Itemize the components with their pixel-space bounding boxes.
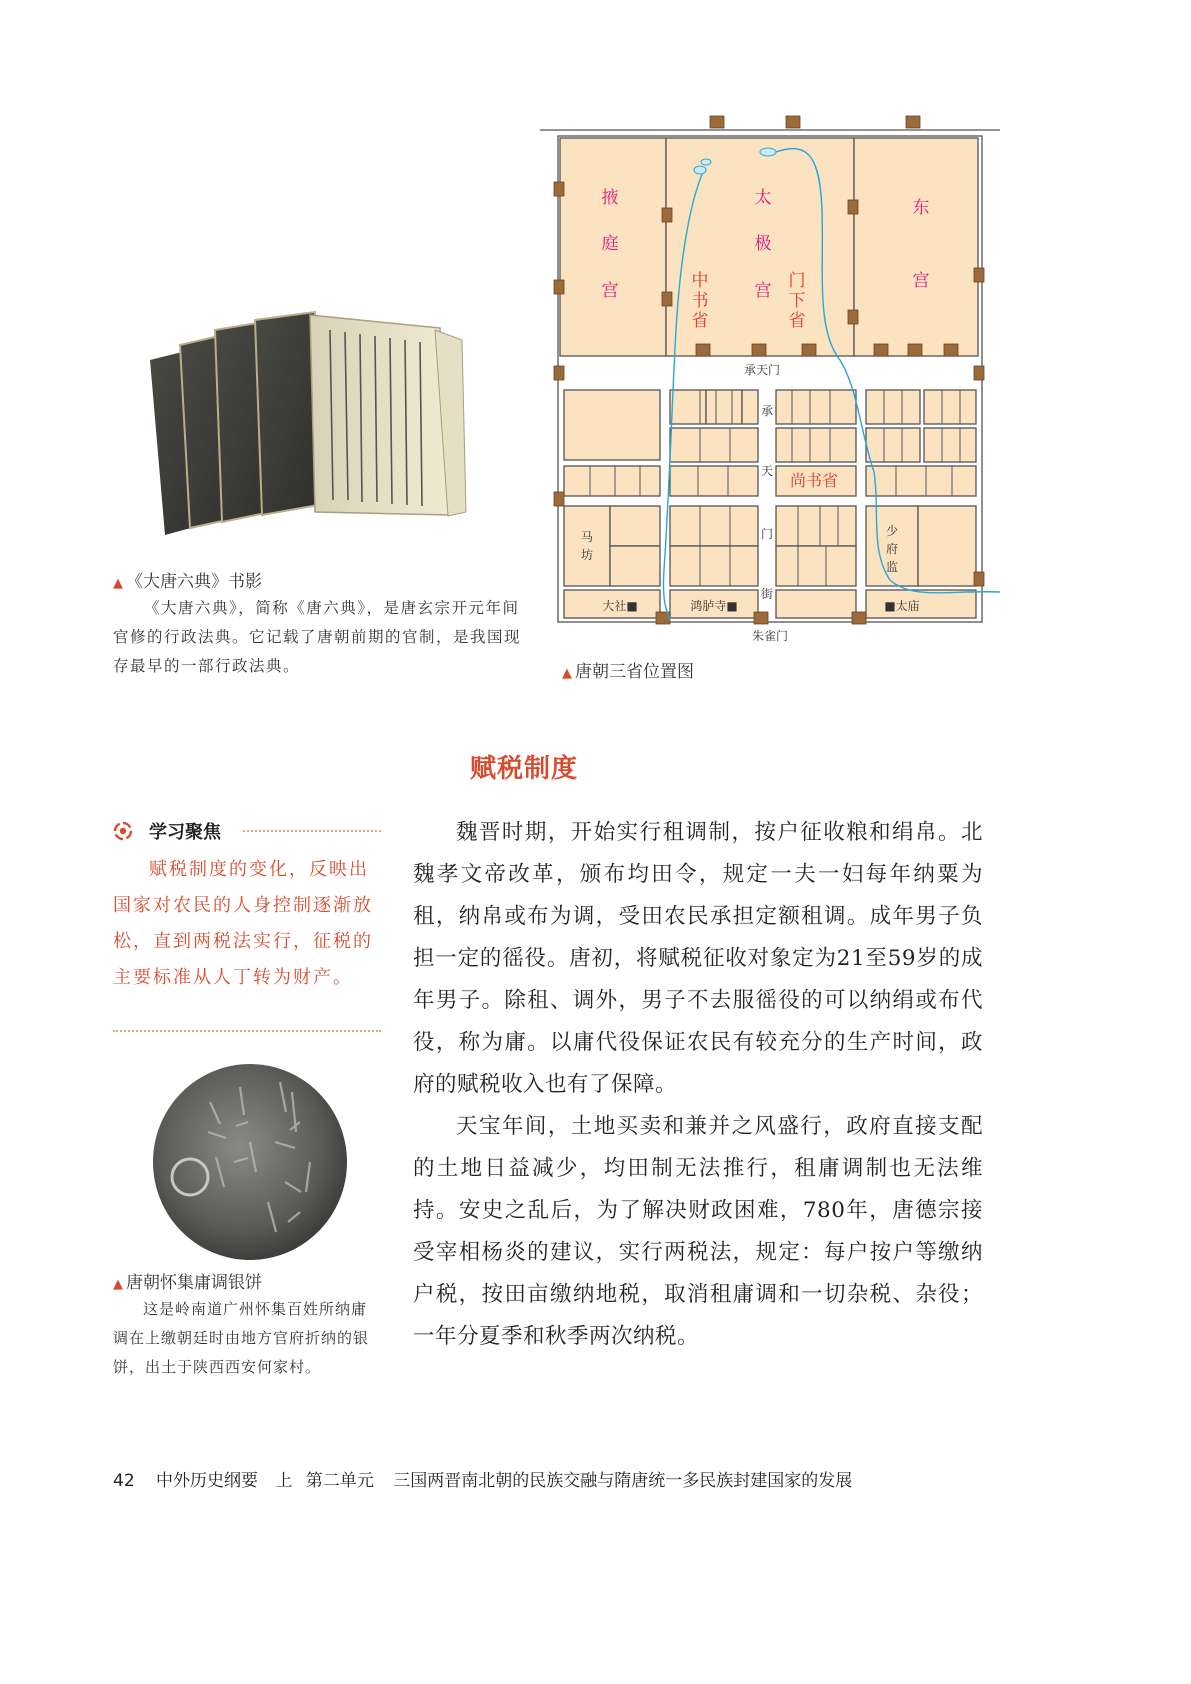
palace-west-char-3: 宫 — [601, 281, 619, 301]
shaofu-char-3: 监 — [885, 560, 899, 574]
honglu-label: 鸿胪寺■ — [690, 599, 738, 613]
unit-title: 三国两晋南北朝的民族交融与隋唐统一多民族封建国家的发展 — [393, 1471, 853, 1491]
map-caption: ▲ 唐朝三省位置图 — [562, 662, 694, 682]
focus-heading: 学习聚焦 — [113, 818, 381, 844]
book-caption-title: ▲ 《大唐六典》书影 — [113, 572, 262, 592]
mafang-char-1: 马 — [580, 530, 594, 544]
cake-caption-body: 这是岭南道广州怀集百姓所纳庸调在上缴朝廷时由地方官府折纳的银饼，出土于陕西西安何家村。 — [113, 1300, 370, 1376]
palace-center-char-2: 极 — [754, 234, 772, 254]
palace-center-char-1: 太 — [754, 188, 772, 208]
unit-label: 第二单元 — [305, 1471, 374, 1491]
zhongshu-char-1: 中 — [691, 271, 709, 291]
mafang-char-2: 坊 — [580, 548, 594, 562]
triangle-icon: ▲ — [562, 666, 572, 681]
paragraph-2: 天宝年间，土地买卖和兼并之风盛行，政府直接支配的土地日益减少，均田制无法推行，租庸调制也无法维持。安史之乱后，为了解决财政困难，780年，唐德宗接受宰相杨炎的建议，实行两税法，规定：每户按户等缴纳户税，按田亩缴纳地税，取消租庸调和一切杂税、杂役；一年分夏季和秋季两次纳税。 — [413, 1114, 983, 1349]
triangle-icon: ▲ — [113, 1277, 123, 1292]
shaofu-char-2: 府 — [885, 542, 899, 556]
palace-center-char-3: 宫 — [754, 281, 772, 301]
three-departments-map — [540, 100, 1000, 660]
street-char-4: 街 — [760, 587, 774, 601]
shangshu-label: 尚书省 — [789, 471, 839, 490]
page-number: 42 — [113, 1471, 135, 1491]
paragraph-1: 魏晋时期，开始实行租调制，按户征收粮和绢帛。北魏孝文帝改革，颁布均田令，规定一夫一妇每年纳粟为租，纳帛或布为调，受田农民承担定额租调。成年男子负担一定的徭役。唐初，将赋税征收对象定为21至59岁的成年男子。除租、调外，男子不去服徭役的可以纳绢或布代役，称为庸。以庸代役保证农民有较充分的生产时间，政府的赋税收入也有了保障。 — [413, 820, 983, 1097]
silver-cake-photo — [150, 1062, 350, 1262]
street-char-2: 天 — [760, 464, 774, 478]
page-footer — [113, 1466, 852, 1491]
street-char-1: 承 — [760, 404, 774, 418]
cake-caption-title: ▲ 唐朝怀集庸调银饼 — [113, 1273, 262, 1293]
book-photo — [150, 300, 470, 550]
palace-east-char-1: 东 — [912, 198, 930, 218]
street-char-3: 门 — [760, 527, 774, 541]
palace-west-char-2: 庭 — [601, 234, 619, 254]
dashe-label: 大社■ — [602, 599, 638, 613]
focus-text: 赋税制度的变化，反映出国家对农民的人身控制逐渐放松，直到两税法实行，征税的主要标准从人丁转为财产。 — [113, 859, 373, 988]
section-title: 赋税制度 — [470, 754, 579, 784]
palace-west-char-1: 掖 — [601, 188, 619, 208]
chengtianmen-label: 承天门 — [743, 363, 781, 377]
focus-box — [113, 852, 381, 996]
focus-bottom-rule — [113, 1030, 381, 1032]
taimiao-label: ■太庙 — [884, 599, 920, 613]
book-title: 中外历史纲要 — [156, 1471, 259, 1491]
menxia-char-1: 门 — [788, 271, 806, 291]
triangle-icon: ▲ — [113, 576, 123, 591]
shaofu-char-1: 少 — [885, 524, 899, 538]
volume-label: 上 — [275, 1471, 293, 1491]
focus-heading-rule — [243, 830, 381, 832]
target-icon — [113, 821, 133, 841]
menxia-char-3: 省 — [788, 311, 806, 331]
book-caption-body: 《大唐六典》，简称《唐六典》，是唐玄宗开元年间官修的行政法典。它记载了唐朝前期的官制，是我国现存最早的一部行政法典。 — [113, 599, 522, 675]
zhongshu-char-3: 省 — [691, 311, 709, 331]
main-text — [413, 812, 983, 1358]
menxia-char-2: 下 — [788, 291, 806, 311]
zhuquemen-label: 朱雀门 — [751, 629, 789, 643]
palace-east-char-2: 宫 — [912, 271, 930, 291]
zhongshu-char-2: 书 — [691, 291, 709, 311]
